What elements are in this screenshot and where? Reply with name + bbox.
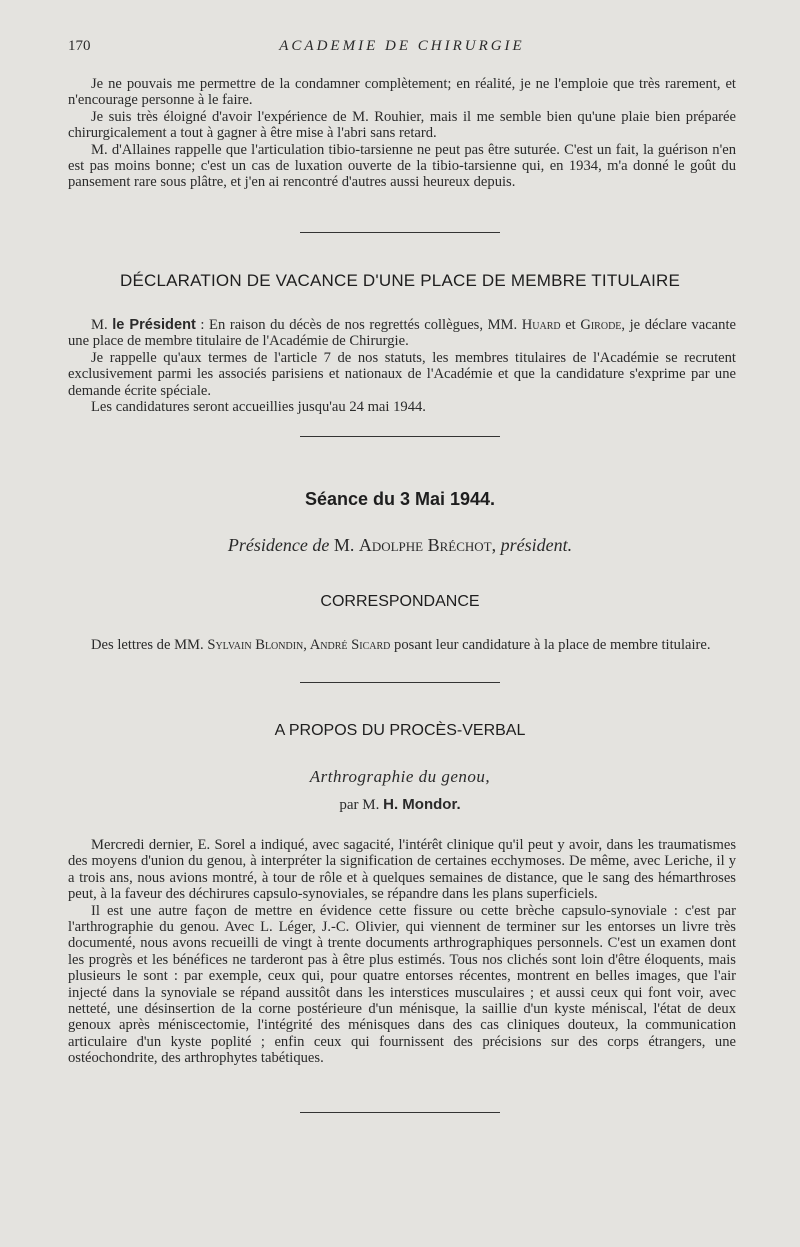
intro-paragraph-2: Je suis très éloigné d'avoir l'expérience de M. Rouhier, mais il me semble bien qu'une plaie bien préparée chirurgicalement a tout à gagner à être mise à l'abri sans retard. [68, 108, 736, 142]
speaker-name: le Président [112, 317, 196, 333]
page-number: 170 [68, 38, 91, 54]
article-paragraph-2: Il est une autre façon de mettre en évidence cette fissure ou cette brèche capsulo-synoviale : c'est par l'arthrographie du genou. Avec L. Léger, J.-C. Olivier, qui viennent de terminer sur les entorses un livre très documenté, nous avons recueilli de vingt à trente documents arthrographiques personnels. C'est un examen dont les progrès et les bénéfices ne tarderont pas à être plus estimés. Tous nos clichés sont loin d'être éloquents, mais plusieurs le sont : par exemple, ceux qui, pour quatre entorses récentes, montrent en belles images, que l'air injecté dans la synoviale se répand aussitôt dans les interstices musculaires ; et aussi ceux qui font voir, avec netteté, une désinsertion de la corne postérieure d'un ménisque, la saillie d'un kyste méniscal, l'état de deux genoux après méniscectomie, l'intégrité des ménisques dans des cas cliniques douteux, la communication articulaire d'un kyste poplité ; enfin ceux qui fournissent des précisions sur des corps étrangers, une ostéochondrite, des arthrophytes tabétiques. [68, 902, 736, 1067]
article-subtitle: Arthrographie du genou, [309, 767, 491, 786]
section-divider [300, 682, 500, 683]
vacance-paragraph-3: Les candidatures seront accueillies jusqu'au 24 mai 1944. [91, 399, 426, 416]
intro-paragraph-1: Je ne pouvais me permettre de la condamner complètement; en réalité, je ne l'emploie que très rarement, et n'encourage personne à le faire. [68, 76, 736, 109]
section-divider [300, 232, 500, 233]
correspondance-text-a: Des lettres de MM. [91, 637, 208, 653]
running-title: ACADEMIE DE CHIRURGIE [279, 38, 525, 54]
presidence-m: M. [333, 535, 355, 555]
intro-section [68, 76, 736, 191]
article-paragraph-1: Mercredi dernier, E. Sorel a indiqué, avec sagacité, l'intérêt clinique qu'il peut y avoir, dans les traumatismes des moyens d'union du genou, à interpréter la signification de certaines ecchymoses. De même, avec Leriche, il y a trois ans, nous avions montré, à tour de rôle et à quelques semaines de distance, que le sang des hémarthroses peut, à la faveur des déchirures capsulo-synoviales, se répandre dans les plans superficiels. [68, 837, 736, 903]
vacance-paragraph-2: Je rappelle qu'aux termes de l'article 7 de nos statuts, les membres titulaires de l'Académie se recrutent exclusivement parmi les associés parisiens et nationaux de l'Académie et que la candidature s'exprime par une demande écrite spéciale. [68, 349, 736, 399]
page-header [68, 38, 736, 62]
intro-paragraph-3: M. d'Allaines rappelle que l'articulation tibio-tarsienne ne peut pas être suturée. C'est un fait, la guérison n'en est pas moins bonne; c'est un cas de luxation ouverte de la tibio-tarsienne qui, en 1934, m'a donné le goût du pansement rare sous plâtre, et j'en ai rencontré d'autres aussi heureux depuis. [68, 141, 736, 191]
vacance-text-b: et [560, 317, 581, 333]
president-name: Adolphe Bréchot, [358, 535, 497, 555]
vacance-text-a: : En raison du décès de nos regrettés collègues, MM. [195, 317, 522, 333]
vacance-section [68, 317, 736, 415]
section-divider [300, 1112, 500, 1113]
article-byline [0, 796, 800, 814]
president-role: président. [500, 535, 573, 555]
section-divider [300, 436, 500, 437]
member-name-huard: Huard [521, 317, 561, 333]
presidence-line [0, 535, 800, 556]
candidate-names: Sylvain Blondin, André Sicard [207, 637, 391, 653]
presidence-label: Présidence de [227, 535, 330, 555]
proces-verbal-heading: A PROPOS DU PROCÈS-VERBAL [274, 722, 526, 739]
correspondance-section [68, 637, 736, 653]
vacance-heading: DÉCLARATION DE VACANCE D'UNE PLACE DE MEMBRE TITULAIRE [119, 271, 681, 290]
member-name-girode: Girode [580, 317, 622, 333]
correspondance-heading: CORRESPONDANCE [320, 593, 480, 610]
proces-verbal-section [68, 837, 736, 1067]
vacance-text-c: , je déclare vacante une place de membre titulaire de l'Académie de Chirurgie. [68, 317, 736, 350]
speaker-prefix: M. [91, 317, 108, 333]
byline-prefix: par M. [339, 797, 380, 813]
correspondance-paragraph [68, 637, 736, 653]
vacance-paragraph-1 [68, 317, 736, 350]
author-name: H. Mondor. [383, 796, 461, 813]
correspondance-text-b: posant leur candidature à la place de membre titulaire. [390, 637, 711, 653]
seance-title: Séance du 3 Mai 1944. [304, 489, 496, 509]
